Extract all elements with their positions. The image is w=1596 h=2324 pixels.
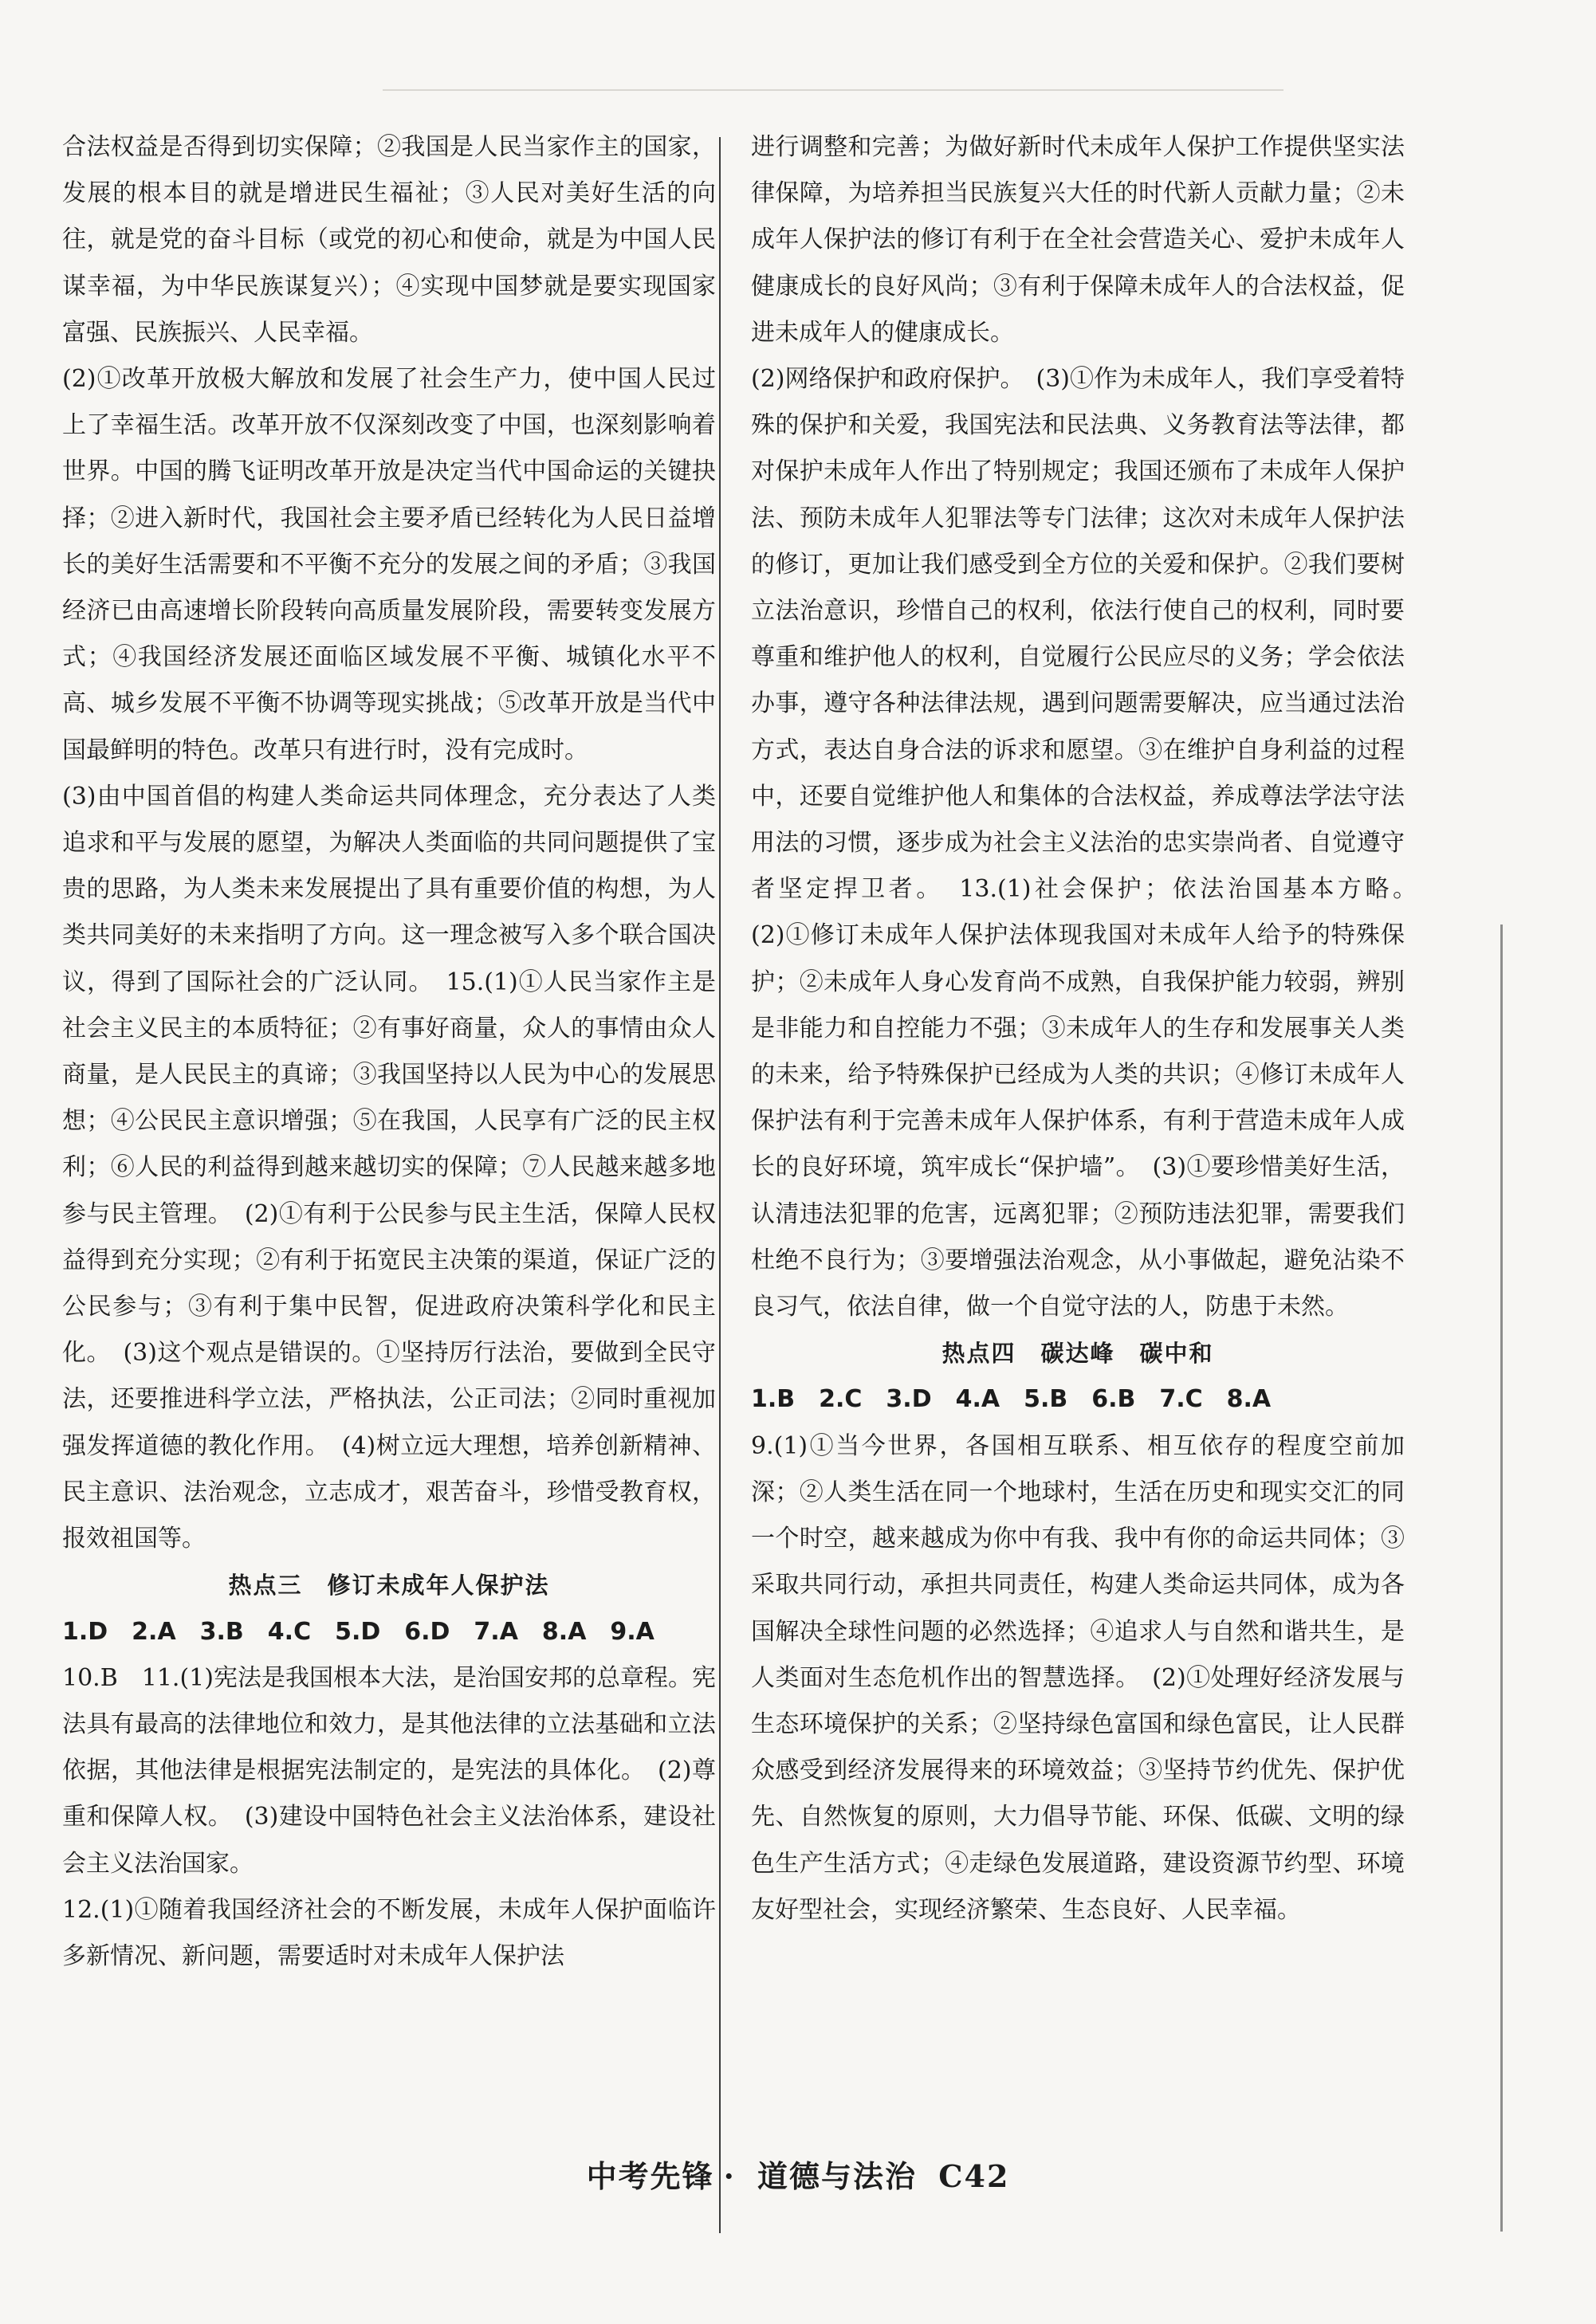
right-column: [751, 124, 1429, 1933]
page-number: C42: [938, 2158, 1010, 2194]
answer-paragraph: (3)由中国首倡的构建人类命运共同体理念，充分表达了人类追求和平与发展的愿望，为解决人类面临的共同问题提供了宝贵的思路，为人类未来发展提出了具有重要价值的构想，为人类共同美好的未来指明了方向。这一理念被写入多个联合国决议，得到了国际社会的广泛认同。 15.(1)①人民当家作主是社会主义民主的本质特征；②有事好商量，众人的事情由众人商量，是人民民主的真谛；③我国坚持以人民为中心的发展思想；④公民民主意识增强；⑤在我国，人民享有广泛的民主权利；⑥人民的利益得到越来越切实的保障；⑦人民越来越多地参与民主管理。 (2)①有利于公民参与民主生活，保障人民权益得到充分实现；②有利于拓宽民主决策的渠道，保证广泛的公民参与；③有利于集中民智，促进政府决策科学化和民主化。 (3)这个观点是错误的。①坚持厉行法治，要做到全民守法，还要推进科学立法，严格执法，公正司法；②同时重视加强发挥道德的教化作用。 (4)树立远大理想，培养创新精神、民主意识、法治观念，立志成才，艰苦奋斗，珍惜受教育权，报效祖国等。: [62, 782, 716, 1553]
answer-paragraph: 10.B 11.(1)宪法是我国根本大法，是治国安邦的总章程。宪法具有最高的法律地位和效力，是其他法律的立法基础和立法依据，其他法律是根据宪法制定的，是宪法的具体化。 (2)尊重和保障人权。 (3)建设中国特色社会主义法治体系，建设社会主义法治国家。: [62, 1663, 716, 1878]
answer-paragraph: 9.(1)①当今世界，各国相互联系、相互依存的程度空前加深；②人类生活在同一个地球村，生活在历史和现实交汇的同一个时空，越来越成为你中有我、我中有你的命运共同体；③采取共同行动，承担共同责任，构建人类命运共同体，成为各国解决全球性问题的必然选择；④追求人与自然和谐共生，是人类面对生态危机作出的智慧选择。 (2)①处理好经济发展与生态环境保护的关系；②坚持绿色富国和绿色富民，让人民群众感受到经济发展得来的环境效益；③坚持节约优先、保护优先、自然恢复的原则，大力倡导节能、环保、低碳、文明的绿色生产生活方式；④走绿色发展道路，建设资源节约型、环境友好型社会，实现经济繁荣、生态良好、人民幸福。: [751, 1431, 1405, 1924]
footer-dot: ·: [723, 2158, 736, 2194]
left-column: [62, 124, 716, 1980]
choice-answers: 1.D 2.A 3.B 4.C 5.D 6.D 7.A 8.A 9.A: [62, 1617, 655, 1646]
footer-brand: 中考先锋: [586, 2158, 714, 2194]
section-title-hotspot-3: 热点三 修订未成年人保护法: [228, 1572, 550, 1600]
page-footer: [0, 2152, 1596, 2196]
footer-subject: 道德与法治: [757, 2158, 918, 2194]
page-edge-shadow: [1500, 924, 1503, 2232]
answer-paragraph: 合法权益是否得到切实保障；②我国是人民当家作主的国家，发展的根本目的就是增进民生福祉；③人民对美好生活的向往，就是党的奋斗目标（或党的初心和使命，就是为中国人民谋幸福，为中华民族谋复兴）；④实现中国梦就是要实现国家富强、民族振兴、人民幸福。: [62, 133, 716, 347]
header-rule: [383, 89, 1283, 91]
answer-paragraph: (2)①改革开放极大解放和发展了社会生产力，使中国人民过上了幸福生活。改革开放不仅深刻改变了中国，也深刻影响着世界。中国的腾飞证明改革开放是决定当代中国命运的关键抉择；②进入新时代，我国社会主要矛盾已经转化为人民日益增长的美好生活需要和不平衡不充分的发展之间的矛盾；③我国经济已由高速增长阶段转向高质量发展阶段，需要转变发展方式；④我国经济发展还面临区域发展不平衡、城镇化水平不高、城乡发展不平衡不协调等现实挑战；⑤改革开放是当代中国最鲜明的特色。改革只有进行时，没有完成时。: [62, 365, 716, 764]
answer-paragraph: 12.(1)①随着我国经济社会的不断发展，未成年人保护面临许多新情况、新问题，需要适时对未成年人保护法: [62, 1895, 716, 1970]
answer-paragraph: (2)网络保护和政府保护。 (3)①作为未成年人，我们享受着特殊的保护和关爱，我国宪法和民法典、义务教育法等法律，都对保护未成年人作出了特别规定；我国还颁布了未成年人保护法、预防未成年人犯罪法等专门法律；这次对未成年人保护法的修订，更加让我们感受到全方位的关爱和保护。②我们要树立法治意识，珍惜自己的权利，依法行使自己的权利，同时要尊重和维护他人的权利，自觉履行公民应尽的义务；学会依法办事，遵守各种法律法规，遇到问题需要解决，应当通过法治方式，表达自身合法的诉求和愿望。③在维护自身利益的过程中，还要自觉维护他人和集体的合法权益，养成尊法学法守法用法的习惯，逐步成为社会主义法治的忠实崇尚者、自觉遵守者坚定捍卫者。 13.(1)社会保护；依法治国基本方略。 (2)①修订未成年人保护法体现我国对未成年人给予的特殊保护；②未成年人身心发育尚不成熟，自我保护能力较弱，辨别是非能力和自控能力不强；③未成年人的生存和发展事关人类的未来，给予特殊保护已经成为人类的共识；④修订未成年人保护法有利于完善未成年人保护体系，有利于营造未成年人成长的良好环境，筑牢成长“保护墙”。 (3)①要珍惜美好生活，认清违法犯罪的危害，远离犯罪；②预防违法犯罪，需要我们杜绝不良行为；③要增强法治观念，从小事做起，避免沾染不良习气，依法自律，做一个自觉守法的人，防患于未然。: [751, 365, 1429, 1321]
section-title-hotspot-4: 热点四 碳达峰 碳中和: [941, 1340, 1214, 1368]
answer-paragraph: 进行调整和完善；为做好新时代未成年人保护工作提供坚实法律保障，为培养担当民族复兴大任的时代新人贡献力量；②未成年人保护法的修订有利于在全社会营造关心、爱护未成年人健康成长的良好风尚；③有利于保障未成年人的合法权益，促进未成年人的健康成长。: [751, 133, 1405, 347]
column-divider: [719, 137, 721, 2233]
choice-answers: 1.B 2.C 3.D 4.A 5.B 6.B 7.C 8.A: [751, 1385, 1272, 1414]
